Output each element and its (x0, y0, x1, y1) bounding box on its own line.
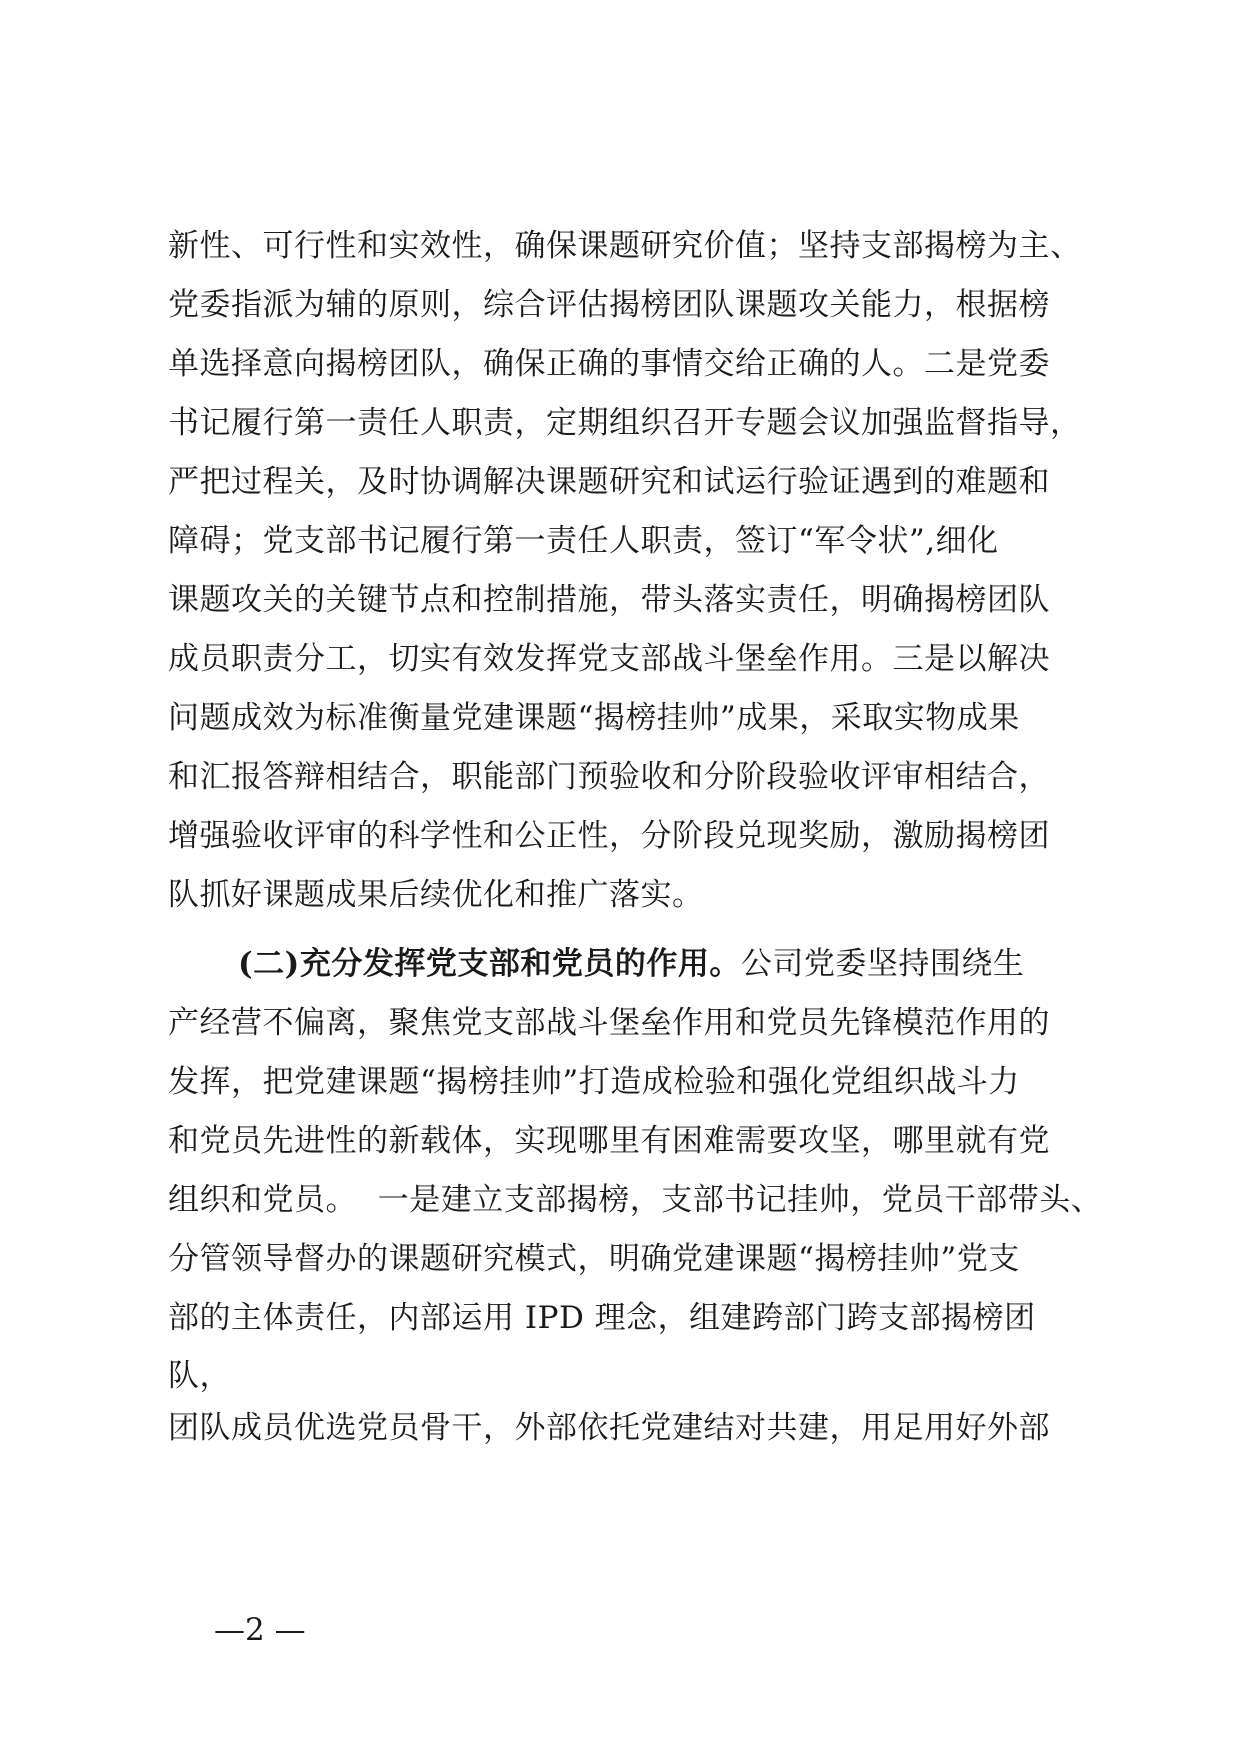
paragraph-line: 分管领导督办的课题研究模式，明确党建课题“揭榜挂帅”党支 (168, 1241, 1020, 1277)
paragraph-line: 增强验收评审的科学性和公正性，分阶段兑现奖励，激励揭榜团 (168, 818, 1050, 854)
paragraph-line: 组织和党员。 一是建立支部揭榜，支部书记挂帅，党员干部带头、 (168, 1182, 1103, 1218)
paragraph-line: 队抓好课题成果后续优化和推广落实。 (168, 877, 704, 913)
paragraph-line: 团队成员优选党员骨干，外部依托党建结对共建，用足用好外部 (168, 1410, 1050, 1446)
paragraph-line: 成员职责分工，切实有效发挥党支部战斗堡垒作用。三是以解决 (168, 641, 1050, 677)
section-first-line-text: 公司党委坚持围绕生 (740, 946, 1025, 982)
section-heading: (二)充分发挥党支部和党员的作用。 (238, 946, 741, 982)
paragraph-line: 和汇报答辩相结合，职能部门预验收和分阶段验收评审相结合， (168, 759, 1050, 795)
paragraph-line: 新性、可行性和实效性，确保课题研究价值；坚持支部揭榜为主、 (168, 228, 1082, 264)
paragraph-line: 发挥，把党建课题“揭榜挂帅”打造成检验和强化党组织战斗力 (168, 1064, 1020, 1100)
paragraph-line: 障碍；党支部书记履行第一责任人职责，签订“军令状”,细化 (168, 523, 999, 559)
paragraph-line: 部的主体责任，内部运用 IPD 理念，组建跨部门跨支部揭榜团 (168, 1300, 1036, 1336)
section-first-line (238, 944, 1078, 984)
paragraph-line: 课题攻关的关键节点和控制措施，带头落实责任，明确揭榜团队 (168, 582, 1050, 618)
paragraph-line: 单选择意向揭榜团队，确保正确的事情交给正确的人。二是党委 (168, 346, 1050, 382)
paragraph-line: 党委指派为辅的原则，综合评估揭榜团队课题攻关能力，根据榜 (168, 287, 1050, 323)
paragraph-line: 队， (168, 1358, 231, 1394)
paragraph-line: 严把过程关，及时协调解决课题研究和试运行验证遇到的难题和 (168, 464, 1050, 500)
paragraph-line: 书记履行第一责任人职责，定期组织召开专题会议加强监督指导， (168, 405, 1082, 441)
page-number: —2 — (214, 1612, 306, 1648)
paragraph-line: 和党员先进性的新载体，实现哪里有困难需要攻坚，哪里就有党 (168, 1123, 1050, 1159)
paragraph-line: 产经营不偏离，聚焦党支部战斗堡垒作用和党员先锋模范作用的 (168, 1005, 1050, 1041)
paragraph-line: 问题成效为标准衡量党建课题“揭榜挂帅”成果，采取实物成果 (168, 700, 1020, 736)
